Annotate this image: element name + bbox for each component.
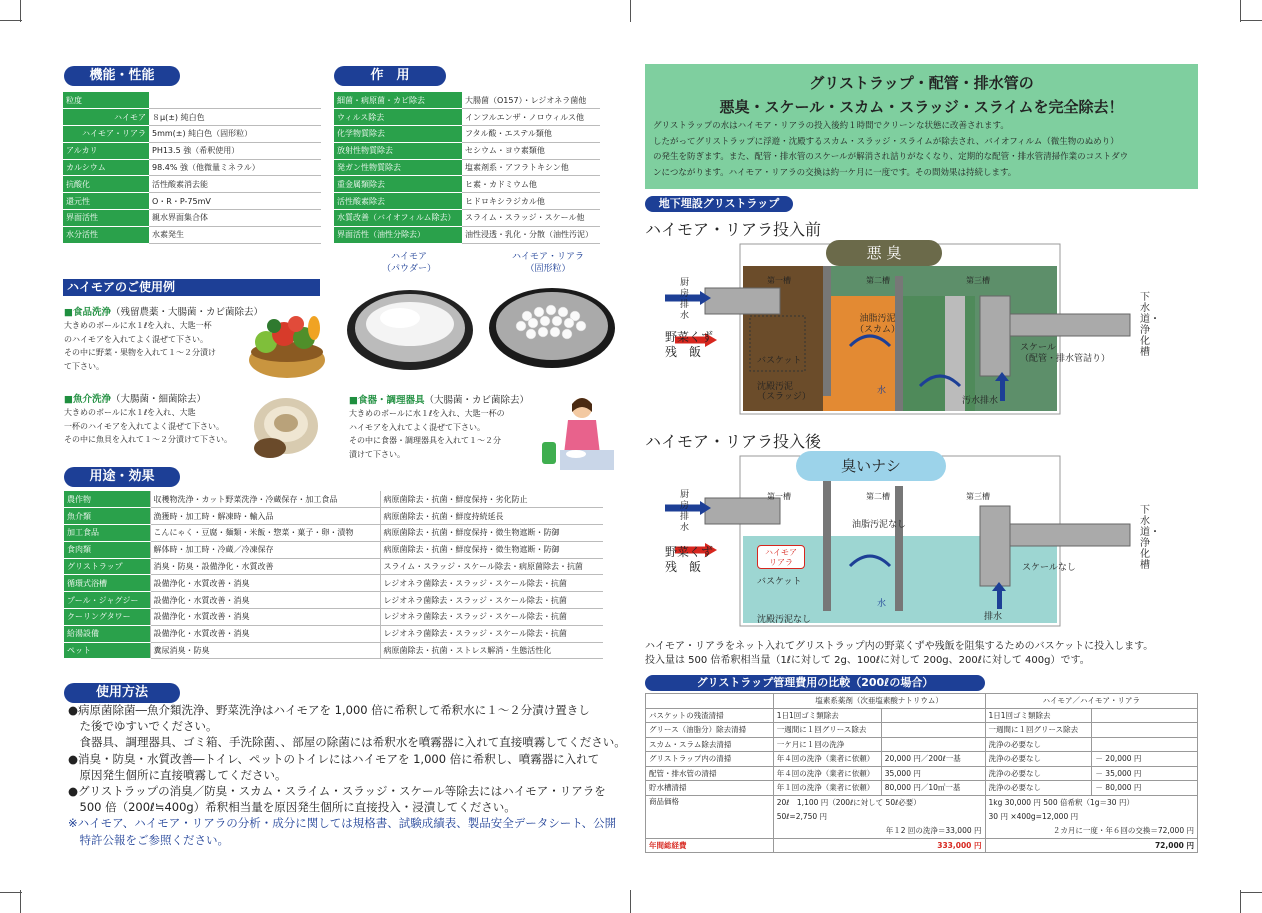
spec-table xyxy=(63,92,321,244)
effect-value: 塩素剤系・アフラトキシン他 xyxy=(462,159,600,176)
powder-photo xyxy=(345,278,475,374)
effect-value: 大腸菌（O157）・レジオネラ菌他 xyxy=(462,92,600,109)
cost-cell: 年４回の洗浄（業者に依頼） xyxy=(773,752,881,767)
application-row xyxy=(64,609,603,626)
dish-wash-heading: ■食器・調理器具（大腸菌・カビ菌除去） xyxy=(349,395,529,406)
cost-cell: 20,000 円／200ℓ一基 xyxy=(881,752,985,767)
effect-key: 細菌・病原菌・カビ除去 xyxy=(334,92,462,109)
application-effect: レジオネラ菌除去・スラッジ・スケール除去・抗菌 xyxy=(380,592,603,609)
effect-value: セシウム・ヨウ素類他 xyxy=(462,142,600,159)
total-himore: 72,000 円 xyxy=(985,838,1197,853)
application-category: 加工食品 xyxy=(64,525,150,542)
spec-key: 還元性 xyxy=(63,193,149,210)
application-use: 設備浄化・水質改善・消臭 xyxy=(150,592,380,609)
spec-row xyxy=(63,92,321,109)
effect-row xyxy=(334,142,600,159)
effect-row xyxy=(334,176,600,193)
diagram-note: ハイモア・リアラをネット入れてグリストラップ内の野菜くずや残飯を阻集するためのバスケットに投入します。 投入量は 500 倍希釈相当量（1ℓに対して 2g、100ℓに対して 200g、200ℓに対して 400g）です。 xyxy=(645,641,1154,666)
spec-row xyxy=(63,159,321,176)
cost-cell: 貯水槽清掃 xyxy=(646,781,774,796)
spec-key: カルシウム xyxy=(63,159,149,176)
fish-wash-heading: ■魚介洗浄（大腸菌・細菌除去） xyxy=(64,394,206,405)
cost-cell: 80,000 円／10㎥一基 xyxy=(881,781,985,796)
application-row xyxy=(64,592,603,609)
effect-table xyxy=(334,92,600,244)
powder-label: ハイモア （パウダー） xyxy=(382,252,436,274)
application-effect: 病原菌除去・抗菌・鮮度保持・劣化防止 xyxy=(380,491,603,508)
dish-wash-text: 大きめのボールに水１ℓを入れ、大匙一杯の ハイモアを入れてよく混ぜて下さい。 その中に食器・調理器具を入れて１～２分 漬けて下さい。 xyxy=(349,409,505,459)
cost-cell: 1日1回ゴミ類除去 xyxy=(985,708,1092,723)
diagram-section-header: 地下埋設グリストラップ xyxy=(645,196,793,212)
cost-section-header: グリストラップ管理費用の比較（200ℓの場合） xyxy=(645,675,985,691)
cost-row xyxy=(646,723,1198,738)
waste-label: 野菜くず 残 飯 xyxy=(665,330,714,359)
spec-row xyxy=(63,109,321,126)
application-category: ペット xyxy=(64,642,150,659)
effect-row xyxy=(334,109,600,126)
crop-mark xyxy=(0,20,22,21)
crop-mark xyxy=(1240,0,1241,22)
spec-value: ８μ(±) 純白色 xyxy=(149,109,321,126)
banner-body: グリストラップの水はハイモア・リアラの投入後約１時間でクリーンな状態に改善されます。 したがってグリストラップに浮遊・沈殿するスカム・スラッジ・スライムが除去され、バイオフィルム（微生物のぬめり） の発生を防ぎます。また、配管・排水管のスケールが解消され詰りがなくなり、定期的な配管・排水管清掃作業のコストダウ ンにつながります。ハイモア・リアラの交換は約一ケ月に一度です。その間効果は持続します。 xyxy=(653,121,1129,178)
cost-cell xyxy=(881,723,985,738)
cost-row xyxy=(646,752,1198,767)
effect-key: 発ガン性物質除去 xyxy=(334,159,462,176)
application-use: 漁獲時・加工時・解凍時・輸入品 xyxy=(150,508,380,525)
crop-mark xyxy=(1240,892,1262,893)
cost-header-chlorine: 塩素系薬剤（次亜塩素酸ナトリウム） xyxy=(773,694,985,709)
cost-cell: 洗浄の必要なし xyxy=(985,781,1092,796)
cost-cell: － 80,000 円 xyxy=(1092,781,1198,796)
banner-title-1: グリストラップ・配管・排水管の xyxy=(809,74,1034,92)
spec-key: ハイモア・リアラ xyxy=(63,126,149,143)
fish-wash-text: 大きめのボールに水１ℓを入れ、大匙 一杯のハイモアを入れてよく混ぜて下さい。 その中に魚貝を入れて１～２分漬けて下さい。 xyxy=(64,408,232,444)
cost-cell xyxy=(881,737,985,752)
cost-cell: 35,000 円 xyxy=(881,766,985,781)
scale-label: スケール （配管・排水管詰り） xyxy=(1020,343,1111,364)
spec-value: PH13.5 強（希釈使用） xyxy=(149,142,321,159)
effect-value: インフルエンザ・ノロウィルス他 xyxy=(462,109,600,126)
crop-mark xyxy=(630,890,631,913)
cost-row xyxy=(646,766,1198,781)
water-label: 水 xyxy=(877,386,887,396)
application-category: 循環式浴槽 xyxy=(64,575,150,592)
spec-value xyxy=(149,92,321,109)
cost-cell: － 35,000 円 xyxy=(1092,766,1198,781)
application-row xyxy=(64,558,603,575)
price-himore-line: ２カ月に一度・年６回の交換＝72,000 円 xyxy=(1052,825,1194,835)
crop-mark xyxy=(1240,890,1241,913)
effect-value: ヒ素・カドミウム他 xyxy=(462,176,600,193)
effect-value: フタル酸・エステル類他 xyxy=(462,126,600,143)
effect-row xyxy=(334,193,600,210)
price-label: 商品価格 xyxy=(646,795,774,838)
spec-header: 機能・性能 xyxy=(64,66,180,86)
application-effect: レジオネラ菌除去・スラッジ・スケール除去・抗菌 xyxy=(380,625,603,642)
intro-banner xyxy=(645,64,1198,189)
application-row xyxy=(64,642,603,659)
tank1-label: 第一槽 xyxy=(767,276,791,285)
application-row xyxy=(64,541,603,558)
cost-cell: 年４回の洗浄（業者に依頼） xyxy=(773,766,881,781)
spec-key: 水分活性 xyxy=(63,226,149,243)
cost-cell: 年１回の洗浄（業者に依頼） xyxy=(773,781,881,796)
drain-label: 排水 xyxy=(984,612,1003,622)
effect-row xyxy=(334,226,600,243)
banner-title-2: 悪臭・スケール・スカム・スラッジ・スライムを完全除去！ xyxy=(719,98,1124,116)
cost-total-row xyxy=(646,838,1198,853)
cost-cell: 洗浄の必要なし xyxy=(985,766,1092,781)
cost-cell: 洗浄の必要なし xyxy=(985,737,1092,752)
application-use: こんにゃく・豆腐・麺類・米飯・惣菜・菓子・卵・漬物 xyxy=(150,525,380,542)
spec-row xyxy=(63,142,321,159)
cost-cell: 洗浄の必要なし xyxy=(985,752,1092,767)
total-chlorine: 333,000 円 xyxy=(773,838,985,853)
spec-value: 5mm(±) 純白色（固形粒） xyxy=(149,126,321,143)
application-row xyxy=(64,575,603,592)
spec-value: O・R・P-75mV xyxy=(149,193,321,210)
crop-mark xyxy=(0,892,22,893)
cost-header-row xyxy=(646,694,1198,709)
cost-cell xyxy=(1092,723,1198,738)
application-effect: スライム・スラッジ・スケール除去・病原菌除去・抗菌 xyxy=(380,558,603,575)
before-title: ハイモア・リアラ投入前 xyxy=(645,220,822,239)
food-wash-heading: ■食品洗浄（残留農薬・大腸菌・カビ菌除去） xyxy=(64,307,263,318)
water-label-after: 水 xyxy=(877,599,887,609)
application-effect: 病原菌除去・抗菌・ストレス解消・生態活性化 xyxy=(380,642,603,659)
application-use: 消臭・防臭・設備浄化・水質改善 xyxy=(150,558,380,575)
price-chlorine-line: 年１2 回の洗浄＝33,000 円 xyxy=(885,825,982,835)
cost-cell xyxy=(881,708,985,723)
application-effect: レジオネラ菌除去・スラッジ・スケール除去・抗菌 xyxy=(380,575,603,592)
price-chlorine-line: 20ℓ 1,100 円（200ℓに対して 50ℓ必要） xyxy=(776,797,921,807)
application-category: プール・ジャグジー xyxy=(64,592,150,609)
kitchen-drain-label-after: 厨房排水 xyxy=(680,490,690,533)
after-title: ハイモア・リアラ投入後 xyxy=(645,432,822,451)
application-category: 給湯設備 xyxy=(64,625,150,642)
cost-cell: スカム・スラム除去清掃 xyxy=(646,737,774,752)
effect-key: 活性酸素除去 xyxy=(334,193,462,210)
howto-header: 使用方法 xyxy=(64,683,180,703)
grease-trap-diagram xyxy=(645,236,1205,648)
price-chlorine-line: 50ℓ=2,750 円 xyxy=(776,811,828,821)
application-category: グリストラップ xyxy=(64,558,150,575)
spec-row xyxy=(63,193,321,210)
spec-row xyxy=(63,176,321,193)
spec-value: 親水界面集合体 xyxy=(149,210,321,227)
cost-cell: グリストラップ内の清掃 xyxy=(646,752,774,767)
cost-cell: バスケットの残渣清掃 xyxy=(646,708,774,723)
application-category: クーリングタワー xyxy=(64,609,150,626)
crop-mark xyxy=(20,0,21,22)
application-effect: レジオネラ菌除去・スラッジ・スケール除去・抗菌 xyxy=(380,609,603,626)
cost-row xyxy=(646,781,1198,796)
price-himore-line: 1kg 30,000 円 500 倍希釈（1g＝30 円） xyxy=(988,797,1134,807)
effect-value: ヒドロキシラジカル他 xyxy=(462,193,600,210)
cost-header-himore: ハイモア／ハイモア・リアラ xyxy=(985,694,1197,709)
vegetable-basket-illustration xyxy=(244,302,330,382)
effect-key: 重金属類除去 xyxy=(334,176,462,193)
tank3-label: 第三槽 xyxy=(966,276,990,285)
spec-value: 活性酸素消去能 xyxy=(149,176,321,193)
cost-price-row xyxy=(646,795,1198,838)
spec-key: 粒度 xyxy=(63,92,149,109)
effect-header: 作 用 xyxy=(334,66,446,86)
price-himore xyxy=(985,795,1197,838)
oil-sludge-label: 油脂汚泥 （スカム） xyxy=(855,314,901,335)
tank3-label-after: 第三槽 xyxy=(966,492,990,501)
cost-header-blank xyxy=(646,694,774,709)
application-category: 食肉類 xyxy=(64,541,150,558)
sewer-label-after: 下水道・浄化槽 xyxy=(1140,505,1160,571)
effect-row xyxy=(334,92,600,109)
application-effect: 病原菌除去・抗菌・鮮度保持・微生物遮断・防御 xyxy=(380,525,603,542)
cost-cell: 1日1回ゴミ類除去 xyxy=(773,708,881,723)
effect-value: スライム・スラッジ・スケール他 xyxy=(462,210,600,227)
product-packet-label: ハイモア リアラ xyxy=(757,545,805,569)
cost-cell: 一ケ月に１回の洗浄 xyxy=(773,737,881,752)
total-label: 年間総経費 xyxy=(646,838,774,853)
basket-label: バスケット xyxy=(757,356,802,366)
no-odor-bubble: 臭いナシ xyxy=(796,451,946,481)
application-row xyxy=(64,491,603,508)
price-himore-line: 30 円 ×400g=12,000 円 xyxy=(988,811,1079,821)
effect-value: 油性浸透・乳化・分散（油性汚泥） xyxy=(462,226,600,243)
solid-granule-photo xyxy=(487,276,617,372)
cost-row xyxy=(646,708,1198,723)
cost-cell: 一週間に１回グリース除去 xyxy=(773,723,881,738)
bad-odor-bubble: 悪 臭 xyxy=(826,240,942,266)
waste-label-after: 野菜くず 残 飯 xyxy=(665,545,714,574)
crop-mark xyxy=(20,890,21,913)
spec-row xyxy=(63,226,321,243)
effect-key: 放射性物質除去 xyxy=(334,142,462,159)
crop-mark xyxy=(630,0,631,22)
tank2-label: 第二槽 xyxy=(866,276,890,285)
no-scale-label: スケールなし xyxy=(1022,563,1076,573)
application-use: 糞尿消臭・防臭 xyxy=(150,642,380,659)
kitchen-drain-label: 厨房排水 xyxy=(680,278,690,321)
cost-cell xyxy=(1092,708,1198,723)
sediment-label: 沈殿汚泥 （スラッジ） xyxy=(757,382,811,402)
cost-cell xyxy=(1092,737,1198,752)
cost-cell: 配管・排水管の清掃 xyxy=(646,766,774,781)
application-use: 収穫物洗浄・カット野菜洗浄・冷蔵保存・加工食品 xyxy=(150,491,380,508)
spec-value: 98.4% 強（他微量ミネラル） xyxy=(149,159,321,176)
application-category: 農作物 xyxy=(64,491,150,508)
shellfish-illustration xyxy=(248,390,324,460)
dirty-drain-label: 汚水排水 xyxy=(962,396,999,406)
price-chlorine xyxy=(773,795,985,838)
application-use: 設備浄化・水質改善・消臭 xyxy=(150,625,380,642)
spec-row xyxy=(63,126,321,143)
application-row xyxy=(64,525,603,542)
spec-row xyxy=(63,210,321,227)
effect-row xyxy=(334,126,600,143)
applications-header: 用途・効果 xyxy=(64,467,180,487)
spec-key: ハイモア xyxy=(63,109,149,126)
howto-text: ●病原菌除菌―魚介類洗浄、野菜洗浄はハイモアを 1,000 倍に希釈して希釈水に１～２分漬け置きし た後でゆすいでください。 食器具、調理器具、ゴミ箱、手洗除菌、、部屋の除菌には希釈水を噴霧器に入れて直接噴霧してください。 ●消臭・防臭・水質改善―トイレ、ペットのトイレにはハイモアを 1,000 倍に希釈し、噴霧器に入れて 原因発生個所に直接噴霧してください。 ●グリストラップの消臭／防臭・スカム・スライム・スラッジ・スケール等除去にはハイモア・リアラを 500 倍（200ℓ≒400g）希釈相当量を原因発生個所に直接投入・浸漬してください。 ※ハイモア、ハイモア・リアラの分析・成分に関しては規格書、試験成績表、製品安全データシート、公開 特許公報をご参照ください。 xyxy=(68,703,626,847)
spec-key: アルカリ xyxy=(63,142,149,159)
effect-key: 界面活性（油性分除去） xyxy=(334,226,462,243)
crop-mark xyxy=(1240,20,1262,21)
spec-key: 界面活性 xyxy=(63,210,149,227)
cost-cell: 一週間に１回グリース除去 xyxy=(985,723,1092,738)
effect-key: 化学物質除去 xyxy=(334,126,462,143)
application-category: 魚介類 xyxy=(64,508,150,525)
tank1-label-after: 第一槽 xyxy=(767,492,791,501)
effect-row xyxy=(334,159,600,176)
application-row xyxy=(64,508,603,525)
cost-table xyxy=(645,693,1198,853)
applications-table xyxy=(64,491,603,659)
effect-row xyxy=(334,210,600,227)
cost-cell: グリース（油脂分）除去清掃 xyxy=(646,723,774,738)
application-effect: 病原菌除去・抗菌・鮮度持続延長 xyxy=(380,508,603,525)
no-sediment-label: 沈殿汚泥なし xyxy=(757,615,812,625)
spec-key: 抗酸化 xyxy=(63,176,149,193)
basket-label-after: バスケット xyxy=(757,577,802,587)
application-effect: 病原菌除去・抗菌・鮮度保持・微生物遮断・防御 xyxy=(380,541,603,558)
application-use: 設備浄化・水質改善・消臭 xyxy=(150,609,380,626)
dishwashing-woman-illustration xyxy=(538,392,618,474)
spec-value: 水素発生 xyxy=(149,226,321,243)
sewer-label: 下水道・浄化槽 xyxy=(1140,292,1160,358)
cost-cell: － 20,000 円 xyxy=(1092,752,1198,767)
tank2-label-after: 第二槽 xyxy=(866,492,890,501)
usage-examples-header: ハイモアのご使用例 xyxy=(63,279,320,296)
solid-label: ハイモア・リアラ （固形粒） xyxy=(511,252,584,274)
cost-row xyxy=(646,737,1198,752)
food-wash-text: 大きめのボールに水１ℓを入れ、大匙一杯 のハイモアを入れてよく混ぜて下さい。 その中に野菜・果物を入れて１～２分漬け て下さい。 xyxy=(64,321,216,371)
application-use: 設備浄化・水質改善・消臭 xyxy=(150,575,380,592)
no-oil-label: 油脂汚泥なし xyxy=(852,520,907,530)
application-row xyxy=(64,625,603,642)
effect-key: ウィルス除去 xyxy=(334,109,462,126)
application-use: 解体時・加工時・冷蔵／冷凍保存 xyxy=(150,541,380,558)
effect-key: 水質改善（バイオフィルム除去） xyxy=(334,210,462,227)
